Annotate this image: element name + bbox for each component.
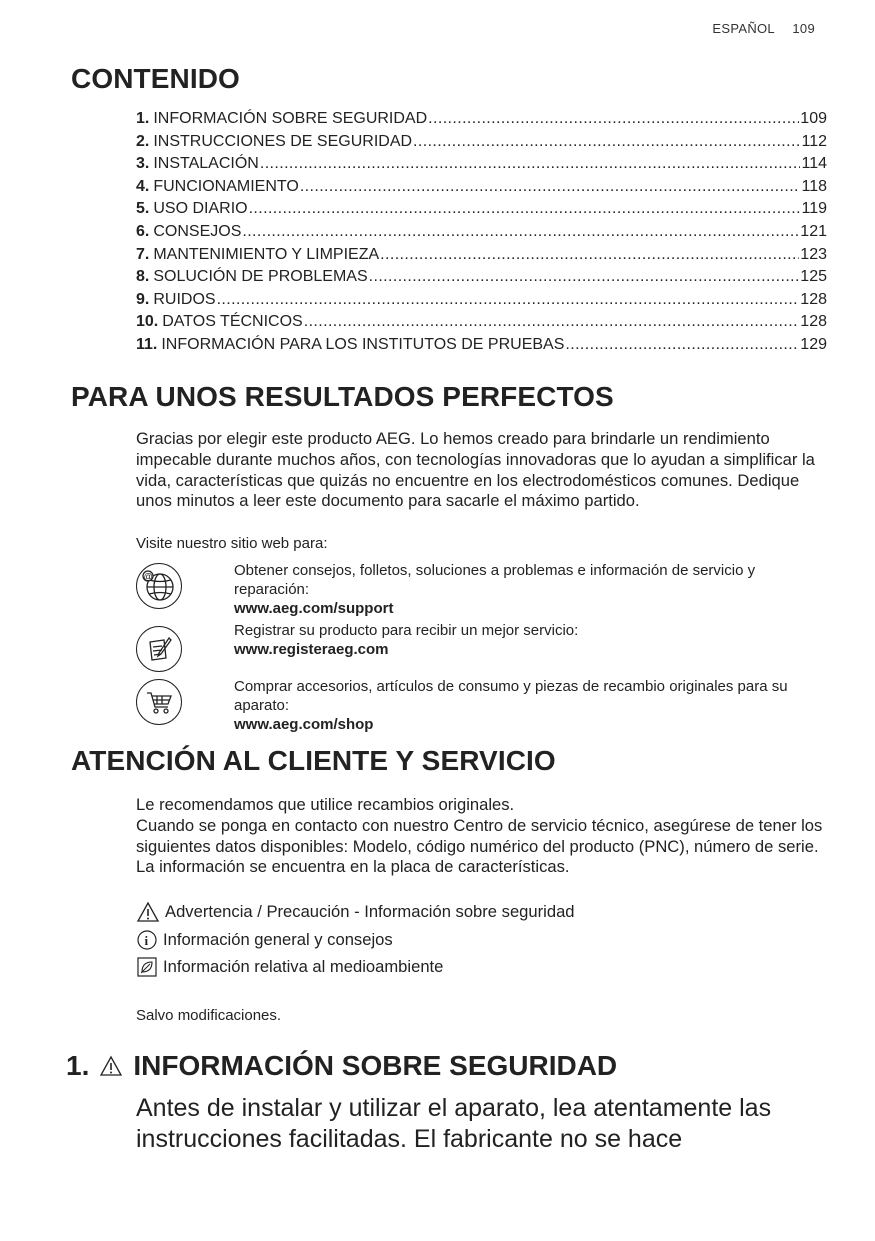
page-header — [712, 21, 815, 36]
toc-entry-10[interactable] — [136, 313, 827, 336]
toc-leader — [380, 246, 799, 264]
legend-info — [136, 929, 393, 951]
toc-entry-2[interactable] — [136, 133, 827, 156]
table-of-contents — [136, 110, 827, 359]
toc-number: 9. — [136, 290, 150, 308]
globe-at-icon — [136, 563, 182, 609]
toc-label: MANTENIMIENTO Y LIMPIEZA — [153, 245, 380, 263]
support-link[interactable]: www.aeg.com/support — [234, 600, 394, 617]
toc-entry-4[interactable] — [136, 178, 827, 201]
service-text — [234, 561, 834, 618]
toc-number: 4. — [136, 177, 150, 195]
intro-paragraph: Gracias por elegir este producto AEG. Lo hemos creado para brindarle un rendimiento impecable durante muchos años, con tecnologías innovadoras que lo ayudan a simplificar la vida, características que quizás no encuentre en los electrodomésticos comunes. Dedique unos minutos a leer este documento para sacarle el máximo partido. — [136, 429, 815, 511]
toc-leader — [260, 155, 801, 173]
recommendation-line: Le recomendamos que utilice recambios originales. — [136, 795, 515, 814]
toc-number: 5. — [136, 200, 150, 218]
toc-entry-1[interactable] — [136, 110, 827, 133]
toc-label: INSTALACIÓN — [153, 155, 259, 173]
toc-leader — [249, 200, 801, 218]
svg-text:i: i — [144, 933, 149, 948]
toc-page: 109 — [800, 110, 827, 127]
toc-page: 112 — [801, 132, 827, 150]
toc-label: USO DIARIO — [153, 200, 248, 218]
page-number: 109 — [792, 21, 815, 36]
toc-entry-5[interactable] — [136, 200, 827, 223]
contents-title: CONTENIDO — [71, 63, 240, 94]
toc-page: 114 — [801, 155, 827, 173]
legend-environment — [136, 956, 443, 978]
legend-text: Advertencia / Precaución - Información sobre seguridad — [165, 902, 575, 921]
toc-number: 6. — [136, 222, 150, 240]
toc-number: 1. — [136, 110, 150, 127]
toc-page: 128 — [800, 290, 827, 308]
toc-number: 7. — [136, 245, 150, 263]
toc-page: 123 — [800, 245, 827, 263]
toc-number: 2. — [136, 132, 150, 150]
toc-label: INFORMACIÓN SOBRE SEGURIDAD — [153, 110, 428, 127]
info-circle-icon — [136, 929, 158, 951]
shop-link[interactable]: www.aeg.com/shop — [234, 716, 374, 733]
legend-text: Información relativa al medioambiente — [163, 957, 444, 976]
toc-label: DATOS TÉCNICOS — [162, 313, 303, 331]
warning-triangle-icon — [136, 901, 160, 923]
toc-entry-3[interactable] — [136, 155, 827, 178]
toc-number: 8. — [136, 268, 150, 286]
register-link[interactable]: www.registeraeg.com — [234, 641, 389, 658]
toc-number: 3. — [136, 155, 150, 173]
toc-leader — [242, 223, 799, 241]
toc-page: 121 — [800, 222, 827, 240]
visit-line: Visite nuestro sitio web para: — [136, 535, 328, 552]
toc-page: 125 — [800, 268, 827, 286]
warning-triangle-icon — [99, 1055, 123, 1077]
customer-service-title: ATENCIÓN AL CLIENTE Y SERVICIO — [71, 745, 556, 776]
toc-label: INSTRUCCIONES DE SEGURIDAD — [153, 132, 413, 150]
language-label: ESPAÑOL — [712, 21, 775, 36]
toc-leader — [565, 336, 799, 354]
toc-leader — [369, 268, 800, 286]
toc-entry-9[interactable] — [136, 291, 827, 314]
toc-leader — [413, 133, 800, 151]
toc-label: INFORMACIÓN PARA LOS INSTITUTOS DE PRUEBAS — [161, 335, 565, 353]
shopping-cart-icon — [136, 679, 182, 725]
toc-leader — [304, 313, 800, 331]
rating-plate-line: La información se encuentra en la placa de características. — [136, 857, 570, 877]
toc-entry-6[interactable] — [136, 223, 827, 246]
footnote: Salvo modificaciones. — [136, 1007, 282, 1024]
toc-label: CONSEJOS — [153, 222, 242, 240]
register-pen-icon — [136, 626, 182, 672]
toc-label: RUIDOS — [153, 290, 216, 308]
toc-label: SOLUCIÓN DE PROBLEMAS — [153, 268, 368, 286]
toc-leader — [428, 110, 799, 128]
toc-leader — [217, 291, 800, 309]
toc-entry-7[interactable] — [136, 246, 827, 269]
customer-service-paragraph — [136, 795, 826, 878]
service-description: Registrar su producto para recibir un mejor servicio: — [234, 622, 579, 639]
toc-number: 10. — [136, 313, 159, 331]
toc-page: 129 — [800, 335, 827, 353]
service-description: Comprar accesorios, artículos de consumo y piezas de recambio originales para su aparato: — [234, 678, 788, 714]
toc-page: 119 — [801, 200, 827, 218]
legend-warning — [136, 901, 575, 923]
perfect-results-title: PARA UNOS RESULTADOS PERFECTOS — [71, 381, 614, 412]
toc-entry-11[interactable] — [136, 336, 827, 359]
svg-text:@: @ — [143, 571, 153, 582]
service-description: Obtener consejos, folletos, soluciones a problemas e información de servicio y reparación: — [234, 562, 756, 598]
section-title: INFORMACIÓN SOBRE SEGURIDAD — [133, 1050, 618, 1081]
toc-leader — [300, 178, 801, 196]
section-1-title — [66, 1050, 617, 1082]
toc-number: 11. — [136, 335, 158, 353]
section-number: 1. — [66, 1050, 90, 1081]
section-1-body: Antes de instalar y utilizar el aparato, lea atentamente las instrucciones facilitadas. El fabricante no se hace — [136, 1094, 772, 1153]
legend-text: Información general y consejos — [163, 930, 393, 949]
toc-label: FUNCIONAMIENTO — [153, 177, 299, 195]
contact-line: Cuando se ponga en contacto con nuestro Centro de servicio técnico, asegúrese de tener los siguientes datos disponibles: Modelo, código numérico del producto (PNC), número de serie. — [136, 815, 823, 856]
service-text — [234, 621, 834, 659]
toc-entry-8[interactable] — [136, 268, 827, 291]
service-text — [234, 677, 834, 734]
toc-page: 128 — [800, 313, 827, 331]
environment-leaf-icon — [136, 956, 158, 978]
toc-page: 118 — [801, 177, 827, 195]
